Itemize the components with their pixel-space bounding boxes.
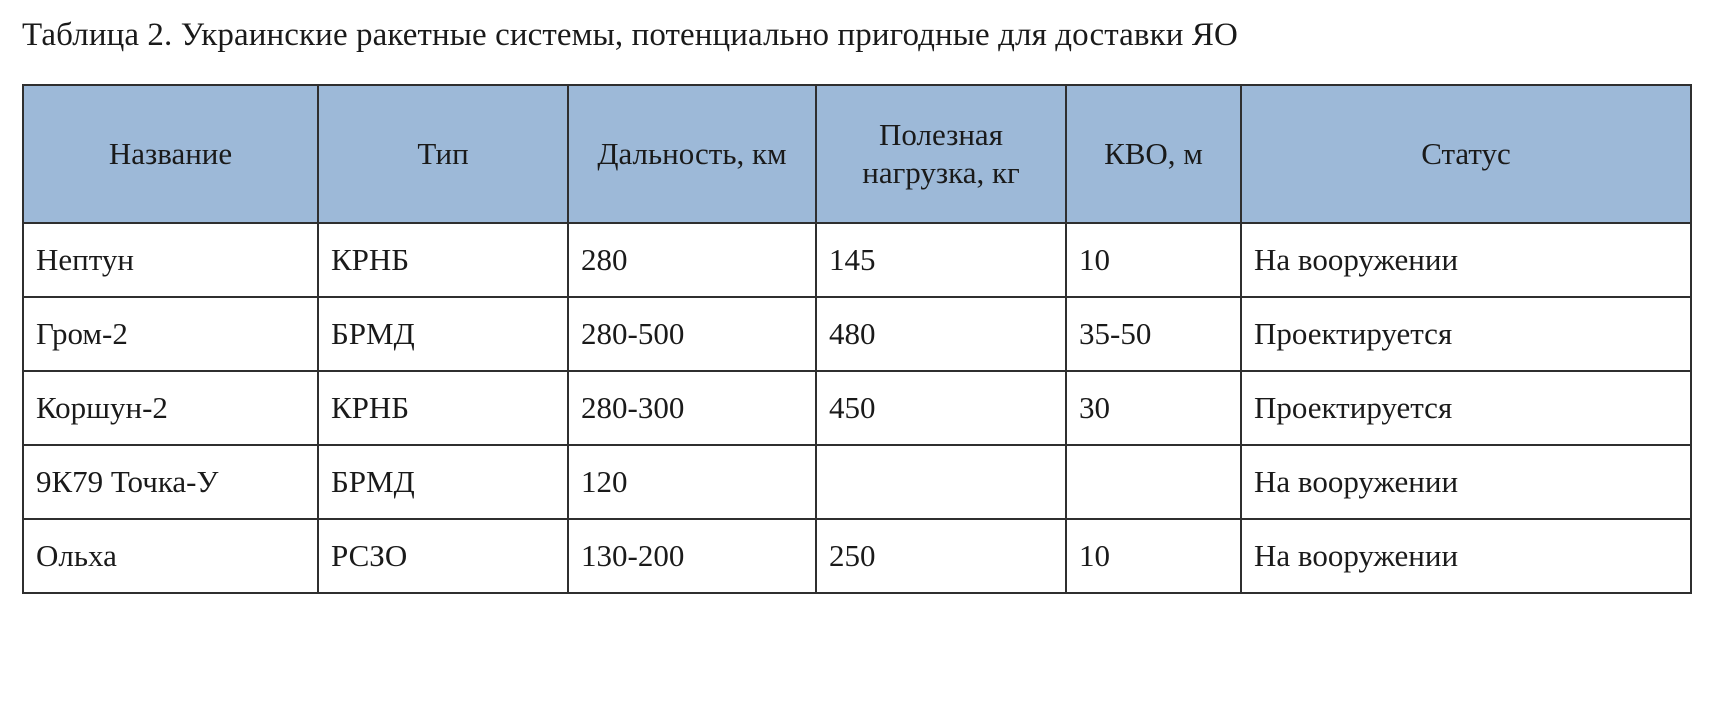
cell-payload: 145 <box>816 223 1066 297</box>
cell-payload: 450 <box>816 371 1066 445</box>
table-caption: Таблица 2. Украинские ракетные системы, потенциально пригодные для доставки ЯО <box>22 17 1238 53</box>
table-row <box>23 445 1691 519</box>
table-header <box>23 85 1691 223</box>
cell-type: КРНБ <box>318 223 568 297</box>
column-header-payload: Полезная нагрузка, кг <box>816 85 1066 223</box>
cell-name: Ольха <box>23 519 318 593</box>
table-body <box>23 223 1691 593</box>
table-row <box>23 223 1691 297</box>
column-header-status: Статус <box>1241 85 1691 223</box>
cell-cep: 35-50 <box>1066 297 1241 371</box>
cell-payload <box>816 445 1066 519</box>
cell-cep <box>1066 445 1241 519</box>
cell-range: 280-300 <box>568 371 816 445</box>
cell-cep: 10 <box>1066 223 1241 297</box>
cell-type: КРНБ <box>318 371 568 445</box>
column-header-name: Название <box>23 85 318 223</box>
column-header-range: Дальность, км <box>568 85 816 223</box>
column-header-type: Тип <box>318 85 568 223</box>
cell-range: 280-500 <box>568 297 816 371</box>
column-header-cep: КВО, м <box>1066 85 1241 223</box>
cell-range: 120 <box>568 445 816 519</box>
cell-payload: 250 <box>816 519 1066 593</box>
cell-range: 130-200 <box>568 519 816 593</box>
cell-status: На вооружении <box>1241 445 1691 519</box>
cell-name: 9К79 Точка-У <box>23 445 318 519</box>
missile-systems-table <box>22 84 1692 594</box>
cell-cep: 10 <box>1066 519 1241 593</box>
cell-status: Проектируется <box>1241 371 1691 445</box>
cell-type: РСЗО <box>318 519 568 593</box>
cell-range: 280 <box>568 223 816 297</box>
cell-type: БРМД <box>318 445 568 519</box>
cell-name: Нептун <box>23 223 318 297</box>
cell-status: Проектируется <box>1241 297 1691 371</box>
cell-status: На вооружении <box>1241 519 1691 593</box>
cell-status: На вооружении <box>1241 223 1691 297</box>
table-header-row <box>23 85 1691 223</box>
cell-name: Гром-2 <box>23 297 318 371</box>
table-row <box>23 519 1691 593</box>
cell-name: Коршун-2 <box>23 371 318 445</box>
table-row <box>23 297 1691 371</box>
table-row <box>23 371 1691 445</box>
cell-cep: 30 <box>1066 371 1241 445</box>
cell-type: БРМД <box>318 297 568 371</box>
cell-payload: 480 <box>816 297 1066 371</box>
